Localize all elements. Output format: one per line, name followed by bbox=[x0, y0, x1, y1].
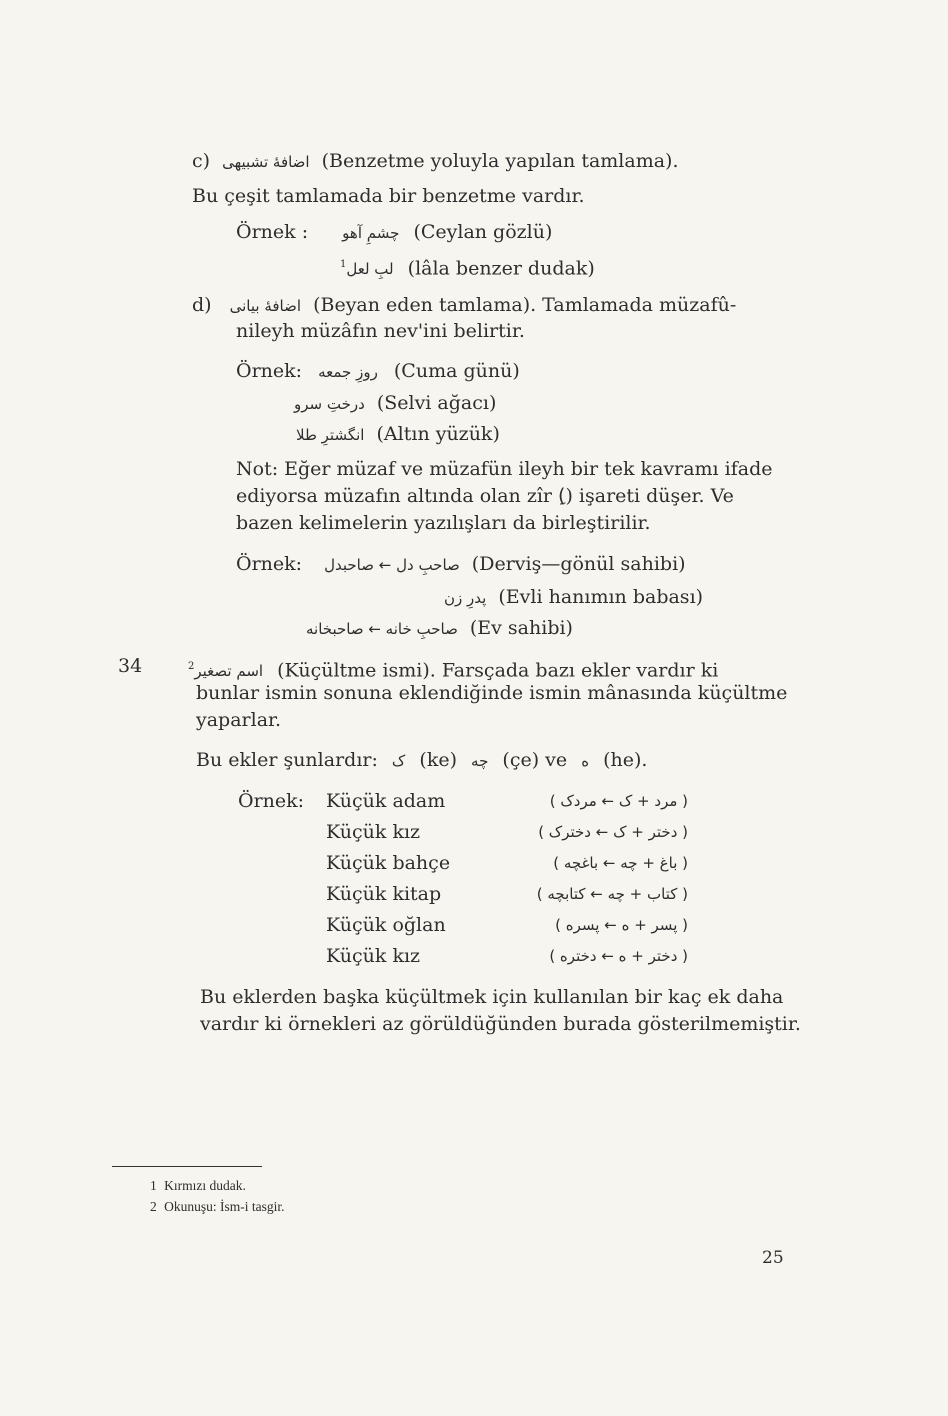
row-meaning: Küçük kitap bbox=[326, 883, 442, 905]
row-formation: ( کتاب + چه ← کتابچه ) bbox=[536, 885, 688, 903]
closing-text: vardır ki örnekleri az görüldüğünden burada gösterilmemiştir. bbox=[200, 1013, 801, 1035]
row-meaning: Küçük oğlan bbox=[326, 914, 446, 936]
closing-text: Bu eklerden başka küçültmek için kullanılan bir kaç ek daha bbox=[200, 986, 784, 1008]
section-title: (Benzetme yoluyla yapılan tamlama). bbox=[321, 150, 679, 172]
row-formation: ( مرد + ک ← مردک ) bbox=[549, 792, 688, 810]
note-text: bazen kelimelerin yazılışları da birleştirilir. bbox=[236, 512, 651, 534]
arabic-example: انگشترِ طلا bbox=[296, 426, 365, 444]
example-translation: (Ceylan gözlü) bbox=[413, 221, 553, 243]
diminutive-table bbox=[326, 788, 686, 974]
footnote-text: Kırmızı dudak. bbox=[164, 1178, 246, 1193]
example-line bbox=[294, 390, 496, 418]
arabic-term: اسم تصغیر bbox=[194, 662, 264, 681]
footnote-ref: 2 bbox=[188, 661, 195, 672]
section-c-heading bbox=[192, 148, 679, 176]
example-translation: (Ev sahibi) bbox=[469, 617, 573, 639]
section-text: yaparlar. bbox=[196, 709, 282, 731]
section-label: c) bbox=[192, 150, 211, 172]
footnote bbox=[150, 1178, 246, 1194]
arabic-term: اضافهٔ بیانی bbox=[229, 297, 302, 315]
example-label: Örnek: bbox=[236, 360, 303, 382]
footnote-number: 1 bbox=[150, 1178, 157, 1193]
suffix-reading: (ke) bbox=[419, 749, 457, 771]
example-label: Örnek : bbox=[236, 221, 309, 243]
example-line bbox=[444, 584, 703, 612]
footnote-divider bbox=[112, 1166, 262, 1167]
row-meaning: Küçük adam bbox=[326, 790, 446, 812]
arabic-suffix: ه bbox=[581, 752, 590, 770]
row-meaning: Küçük kız bbox=[326, 821, 421, 843]
example-label: Örnek: bbox=[238, 790, 305, 812]
row-formation: ( دختر + ه ← دختره ) bbox=[549, 947, 688, 965]
arabic-example: صاحبِ خانه ← صاحبخانه bbox=[306, 620, 458, 638]
example-label: Örnek: bbox=[236, 553, 303, 575]
row-meaning: Küçük bahçe bbox=[326, 852, 451, 874]
row-formation: ( باغ + چه ← باغچه ) bbox=[553, 854, 688, 872]
page-number: 25 bbox=[762, 1248, 784, 1268]
example-line bbox=[296, 421, 500, 449]
section-c-note: Bu çeşit tamlamada bir benzetme vardır. bbox=[192, 185, 585, 207]
example-line bbox=[236, 358, 520, 386]
row-formation: ( پسر + ه ← پسره ) bbox=[555, 916, 688, 934]
example-translation: (Derviş—gönül sahibi) bbox=[471, 553, 686, 575]
paragraph-number: 34 bbox=[118, 655, 143, 677]
footnote-text: Okunuşu: İsm-i tasgir. bbox=[164, 1199, 285, 1214]
table-row bbox=[326, 788, 686, 819]
arabic-suffix: چه bbox=[471, 752, 489, 770]
example-line bbox=[236, 219, 552, 247]
section-label: d) bbox=[192, 294, 212, 316]
example-line bbox=[236, 551, 686, 579]
arabic-example: پدرِ زن bbox=[444, 589, 487, 607]
example-translation: (Evli hanımın babası) bbox=[498, 586, 704, 608]
arabic-term: اضافهٔ تشبیهی bbox=[222, 153, 310, 171]
example-translation: (Selvi ağacı) bbox=[376, 392, 497, 414]
row-formation: ( دختر + ک ← دخترک ) bbox=[538, 823, 688, 841]
table-row bbox=[326, 912, 686, 943]
arabic-example: چشمِ آهو bbox=[342, 224, 400, 242]
example-translation: (Cuma günü) bbox=[393, 360, 520, 382]
section-d-heading bbox=[192, 292, 736, 320]
footnote bbox=[150, 1199, 285, 1215]
note-text: ediyorsa müzafın altında olan zîr (ِ) işareti düşer. Ve bbox=[236, 485, 734, 507]
example-translation: (Altın yüzük) bbox=[376, 423, 500, 445]
suffix-intro: Bu ekler şunlardır: bbox=[196, 749, 378, 771]
arabic-suffix: ک bbox=[391, 752, 406, 770]
note-text: Not: Eğer müzaf ve müzafün ileyh bir tek kavramı ifade bbox=[236, 458, 773, 480]
section-text: (Beyan eden tamlama). Tamlamada müzafû- bbox=[313, 294, 737, 316]
arabic-example: روزِ جمعه bbox=[318, 363, 378, 381]
footnote-ref: 1 bbox=[340, 259, 347, 270]
example-line bbox=[340, 251, 595, 283]
suffix-list bbox=[196, 747, 647, 775]
table-row bbox=[326, 850, 686, 881]
row-meaning: Küçük kız bbox=[326, 945, 421, 967]
footnote-number: 2 bbox=[150, 1199, 157, 1214]
section-text: bunlar ismin sonuna eklendiğinde ismin mânasında küçültme bbox=[196, 682, 788, 704]
table-row bbox=[326, 881, 686, 912]
table-row bbox=[326, 819, 686, 850]
table-row bbox=[326, 943, 686, 974]
example-translation: (lâla benzer dudak) bbox=[407, 257, 595, 280]
suffix-reading: (çe) ve bbox=[502, 749, 568, 771]
section-text: nileyh müzâfın nev'ini belirtir. bbox=[236, 320, 525, 342]
example-line bbox=[306, 615, 573, 643]
section-text: (Küçültme ismi). Farsçada bazı ekler vardır ki bbox=[277, 659, 719, 682]
suffix-reading: (he). bbox=[603, 749, 648, 771]
arabic-example: لبِ لعل bbox=[346, 260, 394, 279]
arabic-example: درختِ سرو bbox=[294, 395, 365, 413]
arabic-example: صاحبِ دل ← صاحبدل bbox=[324, 556, 460, 574]
